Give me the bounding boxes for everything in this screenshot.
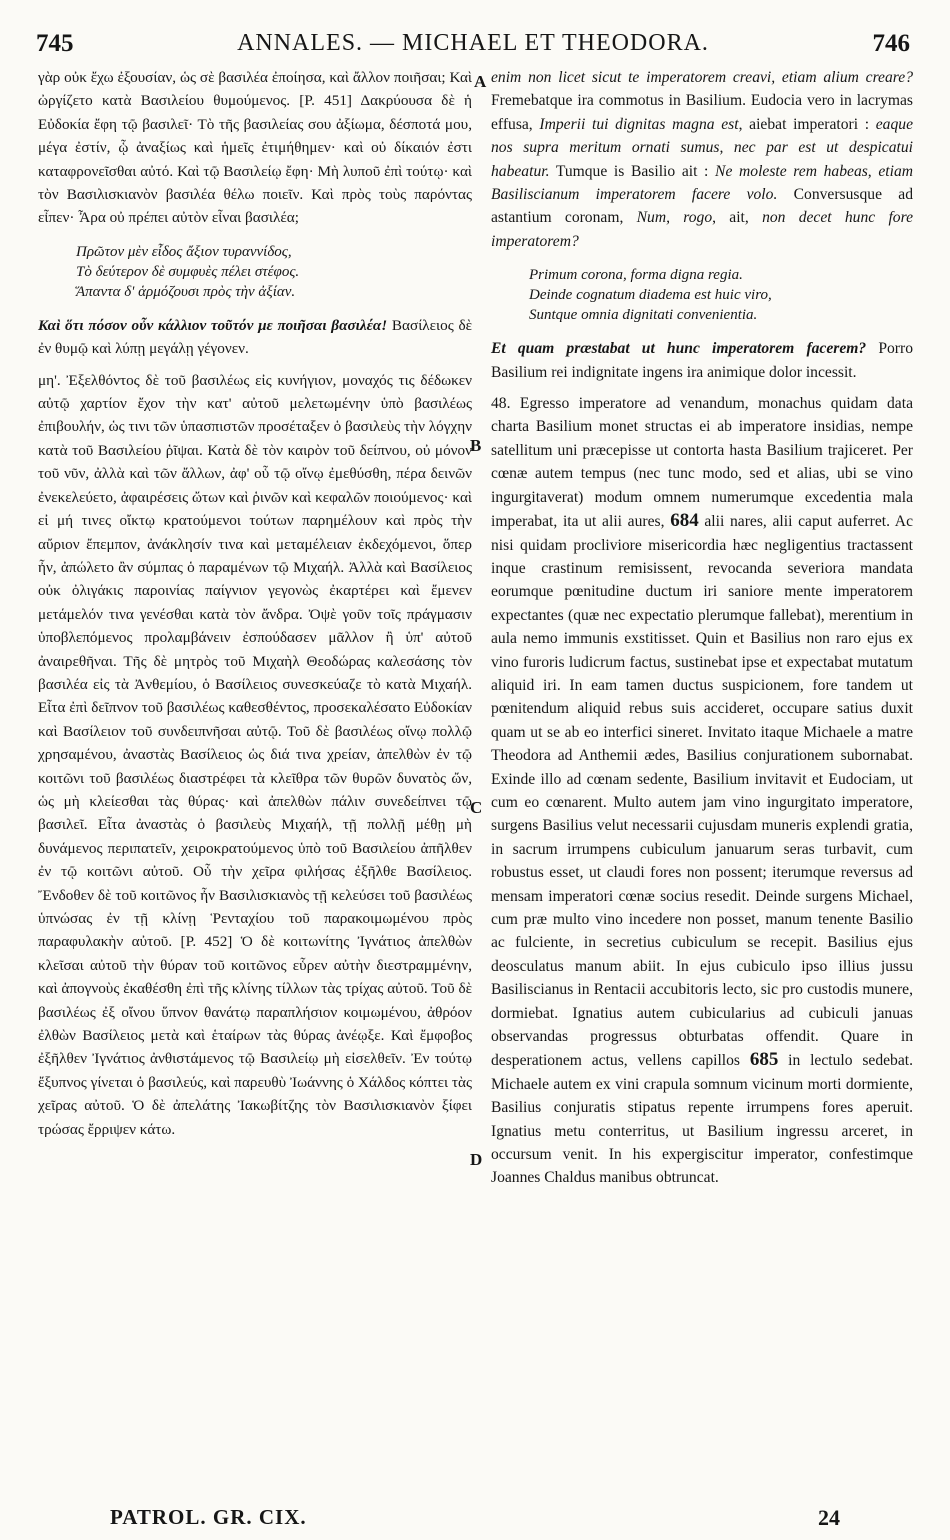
latin-text-italic: Num, rogo [636, 209, 713, 227]
latin-text: 48. Egresso imperatore ad venandum, monachus quidam data charta Basilium monet structas ei ab imperatore insidias, nempe satellitum uni præcepisse ut contorta hasta Basilium trajiceret. Per cœnæ autem tempus (nec tunc modo, sed et alias, ubi se vino ingurgitaverat) modum omnem numerumque excedentia mala imperabat, ita ut alii aures, [491, 395, 913, 531]
section-marker-c: C [470, 798, 483, 817]
column-number-684: 684 [670, 510, 699, 532]
footer-sheet-number: 24 [818, 1505, 840, 1530]
latin-verse-line: Primum corona, forma digna regia. [529, 267, 743, 284]
latin-text: Conversusque ad astantium coronam, [491, 186, 913, 227]
latin-paragraph-3 [491, 392, 913, 1190]
greek-verse-line: Πρῶτον μὲν εἶδος ἄξιον τυραννίδος, [76, 243, 292, 260]
latin-text-italic: eaque nos supra meritum ornati sumus, nec par est ut despicatui habeatur. [491, 115, 913, 180]
page-header [36, 30, 910, 60]
page-number-left: 745 [36, 30, 74, 57]
latin-column [491, 66, 913, 1190]
latin-verse-line: Deinde cognatum diadema est huic viro, [529, 287, 772, 304]
section-marker-a: A [474, 72, 487, 91]
latin-text: alii nares, alii caput auferret. Ac nisi quidam procliviore misericordia hæc negligentius tractassent inque crastinum remisissent, revocanda severiora mandata eorumque pœnitudine ductum iri saniore mente imperatorem expectantes (quæ nec expectatio plerumque fallebat), merentium in aula nemo immunis exstitisset. Quin et Basilius non raro ejus ex vino furoris ludicrum factus, sustinebat ipse et expectabat mutatum aliquid iri. In eam tamen ductus suspicionem, fore tandem ut pœnitendum aliquid rebus suis accideret, occupare satius duxit quam ut se ab eo interfici sineret. Invitato itaque Michaele a matre Theodora ad Anthemii ædes, Basilius conjurationem subornabat. Exinde illo ad cœnam sedente, Basilium invitavit et Eudociam, ut cum eo cœnarent. Multo autem jam vino ingurgitato imperatore, surgens Basilius velut necessarii cujusdam muneris explendi gratia, in sacrum irrumpens cubiculum januarum seras turbavit, cum robustus esset, ut claudi fores non possent; iterumque reversus ad mensam imperatori cœnæ socius resedit. Deinde surgens Michael, cum præ multo vino incedere non posset, manum tenente Basilio ac fulciente, in secretius cubiculum se recepit. Basilius ejus deosculatus manum abiit. In ejus cubiculo ipso illius jussu Basiliscianus in Rentacii accubitoris lecto, sic pro custodis munere, dormiebat. Ignatius autem cubicularius ad cubiculi januas observandas progressus obturbatas offendit. Quare in desperationem actus, vellens capillos [491, 513, 913, 1070]
latin-question: Et quam præstabat ut hunc imperatorem facerem? [491, 340, 867, 358]
latin-text: Fremebatque ira commotus in Basilium. Eudocia vero in lacrymas effusa, [491, 92, 913, 133]
column-number-685: 685 [749, 1049, 779, 1071]
running-title: ANNALES. — MICHAEL ET THEODORA. [237, 30, 709, 56]
latin-text: in lectulo sedebat. Michaele autem ex vini crapula somnum vicinum morti dormiente, Basilius conjuratis stipatus repente irrumpens fores aperuit. Ignatius metu conterritus, ut Basilium ingressu arceret, in occursum venit. In his expergiscitur imperator, confestimque Joannes Chaldus manibus obtruncat. [491, 1052, 913, 1187]
greek-paragraph-2-text: Βασίλειος δὲ ἐν θυμῷ καὶ λύπῃ μεγάλῃ γέγονεν. [38, 316, 472, 358]
greek-verse-line: Ἅπαντα δ' ἁρμόζουσι πρὸς τὴν ἀξίαν. [76, 283, 296, 300]
greek-paragraph-2 [38, 314, 472, 361]
latin-text-italic: Ne moleste rem habeas, etiam Basiliscianum imperatorem facere volo. [491, 162, 914, 204]
greek-paragraph-3: μη'. Ἐξελθόντος δὲ τοῦ βασιλέως εἰς κυνήγιον, μοναχός τις δέδωκεν αὐτῷ χαρτίον ἔχον τὴν κατ' αὐτοῦ μελετωμένην ὑπὸ βασιλέως ἐπιβουλήν, ὡς τινι τῶν ὑπασπιστῶν προσέταξεν ὁ βασιλεὺς τὴν λόγχην κατὰ τοῦ Βασιλείου ῥῖψαι. Κατὰ δὲ τὸν καιρὸν τοῦ δείπνου, οὐ μόνον τοῦ νῦν, ἀλλὰ καὶ τῶν ἄλλων, ἀφ' οὗ τῷ οἴνῳ ἐμεθύσθη, πέρα δεινῶν ἐνεκελεύετο, ἀφαιρέσεις ὤτων καὶ ῥινῶν καὶ κεφαλῶν ποιούμενος· καὶ εἰ μή τινες οἴκτῳ κρατούμενοι τούτων παρημέλουν καὶ πρὸς τὴν αὔριον ἔπεμπον, ἀνάκλησίν τινα καὶ μεταμέλειαν ἐκδεχόμενοι, ὅπερ ἦν, ἀπώλετο ἂν σύμπας ὁ παραμένων τῷ Μιχαήλ. Ἀλλὰ καὶ Βασίλειος οὐκ ὀλιγάκις παροινίας παίγνιον γεγονὼς ἐκαρτέρει καὶ ἔμενεν μετάμελόν τινα γενέσθαι κατὰ τὸν ἄνδρα. Ὀψὲ γοῦν τοῖς πράγμασιν ὑποβλεπόμενος προλαμβάνειν ἐσπούδασεν μᾶλλον ἢ ὑπ' αὐτοῦ ἀναιρεθῆναι. Τῆς δὲ μητρὸς τοῦ Μιχαὴλ Θεοδώρας καλεσάσης τὸν βασιλέα εἰς τὰ Ἀνθεμίου, ὁ Βασίλειος συνεσκεύαζε τὸ κατὰ Μιχαήλ. Εἶτα ἐπὶ δεῖπνον τοῦ βασιλέως καθεσθέντος, προσεκαλέσατο Εὐδοκίαν καὶ Βασίλειον τοῦ συνδειπνῆσαι αὐτῷ. Τοῦ δὲ βασιλέως οἴνῳ πολλῷ χρησαμένου, ἀναστὰς Βασίλειος ὡς διά τινα χρείαν, ἀπελθὼν ἐν τῷ κοιτῶνι τοῦ βασιλέως διαστρέφει τὰ κλεῖθρα τῶν θυρῶν δυνατὸς ὤν, ὡς μὴ κλείεσθαι τὰς θύρας· καὶ ἀπελθὼν πάλιν συνεδείπνει τῷ βασιλεῖ. Εἶτα ἀναστὰς ὁ βασιλεὺς Μιχαήλ, τῇ πολλῇ μέθῃ μὴ δυνάμενος περιπατεῖν, χειροκρατούμενος ὑπὸ τοῦ Βασιλείου ἀπῆλθεν ἐν τῷ κοιτῶνι αὐτοῦ. Οὗ τὴν χεῖρα φιλήσας ἐξῆλθε Βασίλειος. Ἔνδοθεν δὲ τοῦ κοιτῶνος ἦν Βασιλισκιανὸς τῇ κελεύσει τοῦ βασιλέως ὑπνώσας ἐν τῇ κλίνῃ Ῥενταχίου τοῦ παρακοιμωμένου πρὸς παραφυλακὴν αὐτοῦ. [P. 452] Ὁ δὲ κοιτωνίτης Ἰγνάτιος ἀπελθὼν κλεῖσαι αὐτοῦ τὴν θύραν τοῦ κοιτῶνος εὗρεν αὐτὴν διεστραμμένην, καὶ ἀπογνοὺς ἐκαθέσθη ἐπὶ τῆς κλίνης τίλλων τὰς τρίχας αὐτοῦ. Τοῦ δὲ βασιλέως ἐξ οἴνου ὕπνον θανάτῳ παραπλήσιον κοιμωμένου, ἀθρόον ἐλθὼν Βασίλειος μετὰ καὶ ἑταίρων τὰς θύρας ἀνέῳξε. Καὶ ἔμφοβος ἐξῆλθεν Ἰγνάτιος ἀνθιστάμενος τῷ Βασιλείῳ μὴ εἰσελθεῖν. Ἐν τούτῳ ἔξυπνος γίνεται ὁ βασιλεύς, καὶ παρευθὺ Ἰωάννης ὁ Χάλδος κόπτει τὰς χεῖρας αὐτοῦ. Ὁ δὲ ἀπελάτης Ἰακωβίτζης τὸν Βασιλισκιανὸν ξίφει τρώσας ἔρριψεν κάτω. [38, 371, 472, 1138]
latin-paragraph-1 [491, 66, 913, 253]
greek-verse-line: Τὸ δεύτερον δὲ συμφυὲς πέλει στέφος. [76, 263, 300, 280]
latin-text: Tumque is Basilio ait : [549, 162, 716, 180]
page-footer [110, 1505, 840, 1533]
latin-verse [529, 265, 913, 325]
latin-paragraph-2 [491, 337, 913, 384]
latin-text-italic: non decet hunc fore imperatorem? [491, 209, 913, 250]
page-number-right: 746 [872, 30, 910, 57]
greek-exclamation: Καὶ ὅτι πόσον οὖν κάλλιον τοῦτόν με ποιῆσαι βασιλέα! [38, 316, 388, 334]
latin-text: , aiebat imperatori : [738, 115, 876, 133]
latin-text: , ait, [712, 209, 763, 227]
latin-verse-line: Suntque omnia dignitati convenientia. [529, 307, 758, 324]
greek-verse [76, 242, 472, 302]
latin-text-italic: enim non licet sicut te imperatorem creavi, etiam alium creare? [491, 69, 913, 86]
footer-signature: PATROL. GR. CIX. [110, 1505, 307, 1529]
section-marker-d: D [470, 1150, 483, 1169]
latin-paragraph-2-text: Porro Basilium rei indignitate ingens ira animique dolor incessit. [491, 340, 913, 381]
greek-paragraph-1: γὰρ οὐκ ἔχω ἐξουσίαν, ὡς σὲ βασιλέα ἐποίησα, καὶ ἄλλον ποιῆσαι; Καὶ ὠργίζετο κατὰ Βασιλείου θυμούμενος. [P. 451] Δακρύουσα δὲ ἡ Εὐδοκία ἔφη τῷ βασιλεῖ· Τὸ τῆς βασιλείας σου ἀξίωμα, δέσποτά μου, μέγα ἐστίν, ᾧ ἀναξίως καὶ ἡμεῖς ἐτιμήθημεν· καὶ οὐ δίκαιόν ἐστι καταφρονεῖσθαι αὐτό. Καὶ τῷ Βασιλείῳ ἔφη· Μὴ λυποῦ ἐπὶ τούτῳ· καὶ τὸν Βασιλισκιανὸν βασιλέα θέλω ποιεῖν. Καὶ πρὸς τοὺς παρόντας εἶπεν· Ἆρα οὐ πρέπει αὐτὸν εἶναι βασιλέα; [38, 69, 472, 227]
section-marker-b: B [470, 436, 482, 455]
greek-column [38, 66, 472, 1141]
latin-text-italic: Imperii tui dignitas magna est [539, 115, 739, 133]
